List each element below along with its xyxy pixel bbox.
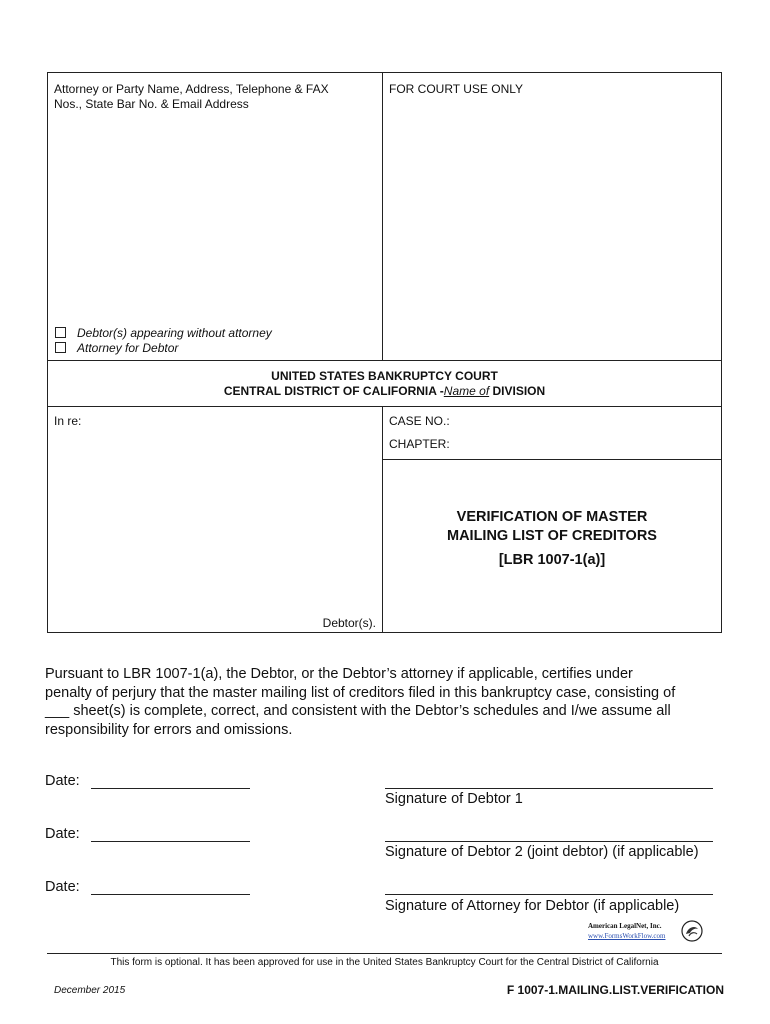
- attorney-label-line1: Attorney or Party Name, Address, Telephone & FAX: [54, 82, 329, 96]
- checkbox-debtor-without-attorney[interactable]: [55, 327, 66, 338]
- form-title-line3: [LBR 1007-1(a)]: [498, 552, 606, 568]
- divider-horizontal-court: [47, 360, 722, 361]
- certification-paragraph: [45, 665, 725, 739]
- signature-label-1: Signature of Debtor 1: [385, 791, 523, 807]
- divider-horizontal-chapter: [382, 459, 722, 460]
- court-use-label: FOR COURT USE ONLY: [389, 82, 524, 96]
- checkbox-attorney-for-debtor-label: Attorney for Debtor: [77, 341, 179, 355]
- footer-optional-note: This form is optional. It has been approved for use in the United States Bankruptcy Court for the Central District of California: [110, 957, 659, 968]
- date-label-3: Date:: [45, 879, 80, 895]
- form-title-line2: MAILING LIST OF CREDITORS: [447, 528, 657, 544]
- publisher-name: American LegalNet, Inc.: [588, 922, 662, 930]
- certification-line1: Pursuant to LBR 1007-1(a), the Debtor, or the Debtor’s attorney if applicable, certifies under: [45, 666, 633, 682]
- checkbox-debtor-without-attorney-label: Debtor(s) appearing without attorney: [77, 326, 272, 340]
- date-blank-3[interactable]: [91, 894, 250, 895]
- form-title-line1: VERIFICATION OF MASTER: [456, 509, 648, 525]
- in-re-label: In re:: [54, 414, 82, 428]
- signature-label-3: Signature of Attorney for Debtor (if applicable): [385, 898, 680, 914]
- footer-form-id: F 1007-1.MAILING.LIST.VERIFICATION: [506, 983, 724, 997]
- footer-date: December 2015: [54, 985, 126, 996]
- date-blank-1[interactable]: [91, 788, 250, 789]
- date-row-3: [45, 879, 80, 895]
- certification-line4: responsibility for errors and omissions.: [45, 721, 293, 738]
- certification-line2: penalty of perjury that the master mailing list of creditors filed in this bankruptcy case, consisting of: [45, 684, 676, 701]
- footer-rule: [47, 953, 722, 954]
- certification-line3: ___ sheet(s) is complete, correct, and consistent with the Debtor’s schedules and I/we assume all: [45, 703, 671, 719]
- court-division-suffix: DIVISION: [489, 384, 546, 398]
- signature-line-3[interactable]: [385, 894, 713, 895]
- divider-vertical-top: [382, 72, 383, 360]
- court-district: CENTRAL DISTRICT OF CALIFORNIA -: [223, 384, 444, 398]
- signature-label-2: Signature of Debtor 2 (joint debtor) (if applicable): [385, 844, 699, 860]
- court-name-line1: UNITED STATES BANKRUPTCY COURT: [271, 369, 498, 383]
- date-blank-2[interactable]: [91, 841, 250, 842]
- date-row-1: [45, 773, 80, 789]
- court-name: [47, 369, 722, 399]
- attorney-label: [54, 82, 374, 112]
- date-label-2: Date:: [45, 826, 80, 842]
- court-division-name: Name of: [443, 384, 490, 398]
- publisher-logo-icon: [681, 920, 703, 942]
- case-no-label: CASE NO.:: [389, 414, 450, 428]
- publisher-badge: [586, 919, 706, 945]
- form-title: [382, 508, 722, 570]
- chapter-label: CHAPTER:: [389, 437, 450, 451]
- checkbox-attorney-for-debtor[interactable]: [55, 342, 66, 353]
- divider-horizontal-inre: [47, 406, 722, 407]
- date-row-2: [45, 826, 80, 842]
- attorney-label-line2: Nos., State Bar No. & Email Address: [54, 97, 249, 111]
- publisher-url[interactable]: www.FormsWorkFlow.com: [588, 932, 666, 940]
- signature-line-1[interactable]: [385, 788, 713, 789]
- signature-line-2[interactable]: [385, 841, 713, 842]
- debtors-label: Debtor(s).: [322, 616, 376, 630]
- date-label-1: Date:: [45, 773, 80, 789]
- court-name-line2: [47, 384, 722, 399]
